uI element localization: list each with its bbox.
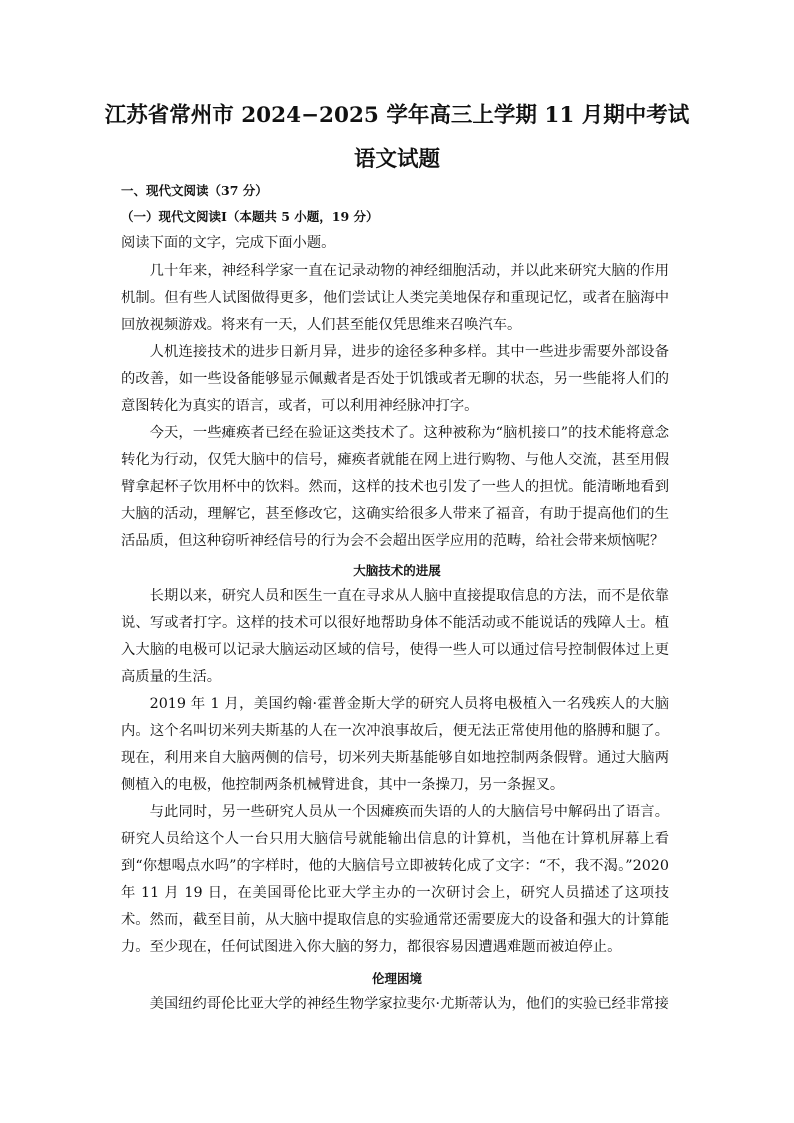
- article-section-title-progress: 大脑技术的进展: [353, 563, 441, 578]
- article-section-title-ethics: 伦理困境: [371, 971, 422, 986]
- paragraph-8: 美国纽约哥伦比亚大学的神经生物学家拉斐尔·尤斯蒂认为，他们的实验已经非常接: [149, 996, 669, 1012]
- paragraph-7: 然而，截至目前，从大脑中提取信息的实验通常还需要庞大的设备和强大的计算能力。至少现在，任何试图进入你大脑的努力，都很容易因遭遇难题而被迫停止。: [121, 912, 669, 955]
- paragraph-5: 2019 年 1 月，美国约翰·霍普金斯大学的研究人员将电极植入一名残疾人的大脑内。这个名叫切米列夫斯基的人在一次冲浪事故后，便无法正常使用他的胳膊和腿了。现在，利用来自大脑两侧的信号，切米列夫斯基能够自如地控制两条假臂。通过大脑两侧植入的电极，他控制两条机械臂进食，其中一条操刀，另一条握叉。: [121, 696, 669, 793]
- paragraph-6: 与此同时，另一些研究人员从一个因瘫痪而失语的人的大脑信号中解码出了语言。研究人员给这个人一台只用大脑信号就能输出信息的计算机，当他在计算机屏幕上看到“你想喝点水吗”的字样时，他的大脑信号立即被转化成了文字：“不，我不渴。”2020 年 11 月 19 日，在美国哥伦比亚大学主办的一次研讨会上，研究人员描述了这项技术。: [121, 804, 669, 928]
- exam-title: 江苏省常州市 2024−2025 学年高三上学期 11 月期中考试: [104, 103, 690, 128]
- paragraph-2: 人机连接技术的进步日新月异，进步的途径多种多样。其中一些进步需要外部设备的改善，如一些设备能够显示佩戴者是否处于饥饿或者无聊的状态，另一些能将人们的意图转化为真实的语言，或者，可以利用神经脉冲打字。: [121, 344, 669, 414]
- paragraph-1: 几十年来，神经科学家一直在记录动物的神经细胞活动，并以此来研究大脑的作用机制。但有些人试图做得更多，他们尝试让人类完美地保存和重现记忆，或者在脑海中回放视频游戏。将来有一天，人们甚至能仅凭思维来召唤汽车。: [121, 263, 669, 333]
- subsection-heading: （一）现代文阅读Ⅰ（本题共 5 小题，19 分）: [121, 209, 379, 224]
- exam-subject-title: 语文试题: [353, 147, 440, 172]
- paragraph-3: 今天，一些瘫痪者已经在验证这类技术了。这种被称为“脑机接口”的技术能将意念转化为行动，仅凭大脑中的信号，瘫痪者就能在网上进行购物、与他人交流，甚至用假臂拿起杯子饮用杯中的饮料。然而，这样的技术也引发了一些人的担忧。能清晰地看到大脑的活动，理解它，甚至修改它，这确实给很多人带来了福音，有助于提高他们的生活品质，但这种窃听神经信号的行为会不会超出医学应用的范畴，给社会带来烦恼呢？: [121, 425, 669, 549]
- reading-instruction: 阅读下面的文字，完成下面小题。: [121, 235, 336, 251]
- paragraph-4: 长期以来，研究人员和医生一直在寻求从人脑中直接提取信息的方法，而不是依靠说、写或者打字。这样的技术可以很好地帮助身体不能活动或不能说话的残障人士。植入大脑的电极可以记录大脑运动区域的信号，使得一些人可以通过信号控制假体过上更高质量的生活。: [121, 588, 669, 685]
- section-heading: 一、现代文阅读（37 分）: [121, 183, 268, 198]
